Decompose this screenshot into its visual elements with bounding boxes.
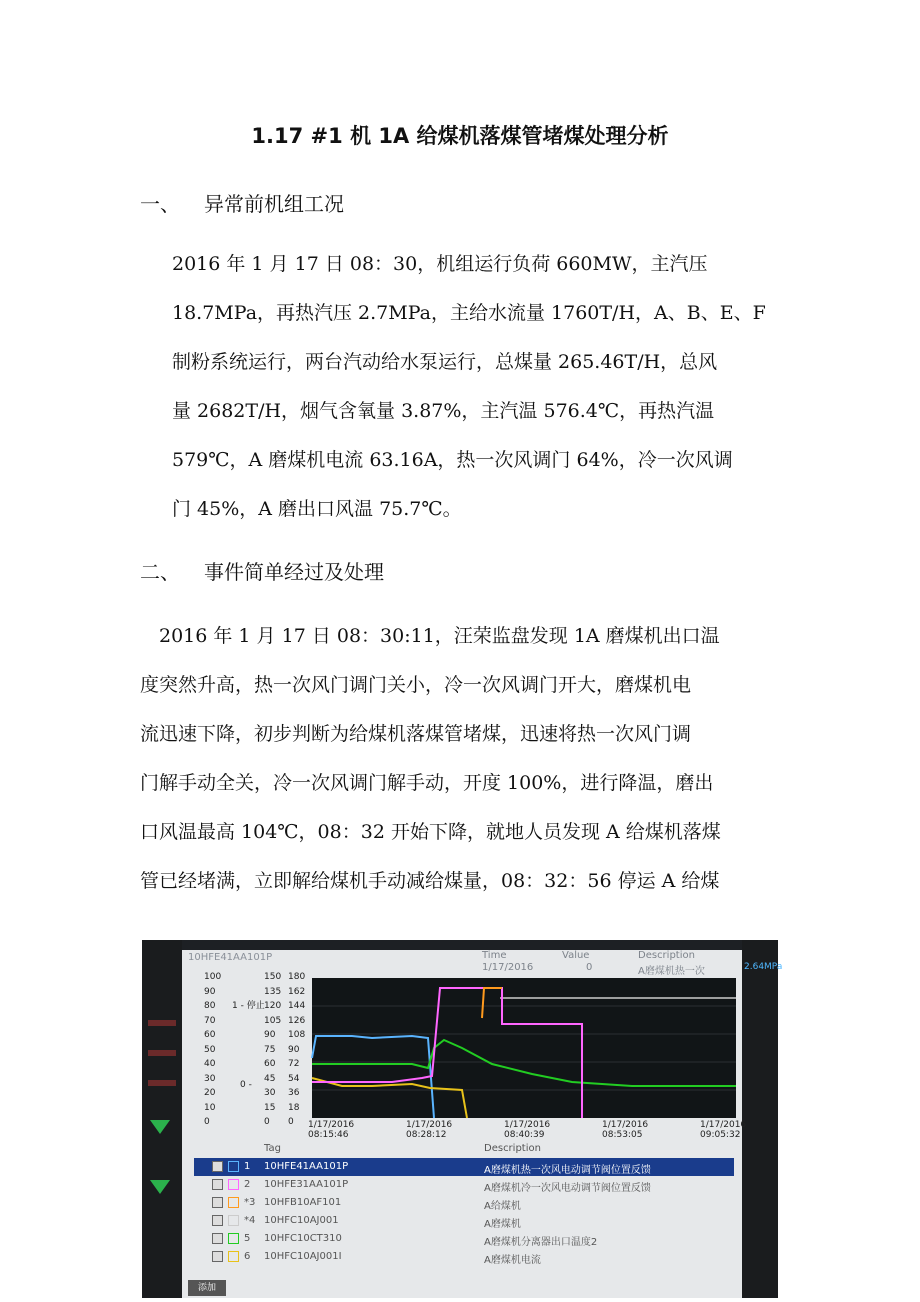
trend-plot xyxy=(312,978,736,1118)
text-line: 量 2682T/H，烟气含氧量 3.87%，主汽温 576.4℃，再热汽温 xyxy=(172,400,715,422)
y-tick-label: 162 xyxy=(288,986,306,997)
y-tick-label: 108 xyxy=(288,1030,306,1040)
x-tick-time: 08:28:12 xyxy=(406,1130,447,1140)
legend-rows xyxy=(194,1158,734,1266)
y-tick-label: 20 xyxy=(204,1088,216,1098)
y-tick-label: 54 xyxy=(288,1073,300,1084)
x-tick-label xyxy=(700,1120,746,1140)
y-tick-label: 10 xyxy=(204,1102,216,1113)
y-tick-label: 90 xyxy=(288,1044,300,1055)
section-label: 异常前机组工况 xyxy=(204,192,344,216)
legend-row[interactable] xyxy=(194,1248,734,1266)
column-description: Description xyxy=(638,950,695,961)
x-tick-label xyxy=(308,1120,354,1140)
grid xyxy=(312,1006,736,1090)
text-line: 579℃，A 磨煤机电流 63.16A，热一次风调门 64%，冷一次风调 xyxy=(172,449,733,471)
series-swatch xyxy=(228,1215,239,1226)
legend-number: *3 xyxy=(244,1197,256,1208)
legend-row[interactable] xyxy=(194,1158,734,1176)
paragraph-event xyxy=(140,612,721,906)
legend-number: 5 xyxy=(244,1233,251,1244)
trend-line-2 xyxy=(312,988,582,1118)
y-tick-label: 40 xyxy=(204,1059,216,1069)
section-label: 事件简单经过及处理 xyxy=(204,560,384,584)
legend-row[interactable] xyxy=(194,1194,734,1212)
text-line: 18.7MPa，再热汽压 2.7MPa，主给水流量 1760T/H，A、B、E、F xyxy=(172,302,766,324)
x-tick-time: 08:15:46 xyxy=(308,1130,349,1140)
window-title: 10HFE41AA101P xyxy=(188,952,273,963)
y-tick-label: 100 xyxy=(204,972,222,982)
dcs-trend-photo xyxy=(142,940,783,1298)
legend-tag: 10HFE31AA101P xyxy=(264,1179,349,1190)
section-heading-1 xyxy=(140,188,344,217)
y-tick-label: 0 xyxy=(288,1117,294,1127)
x-tick-time: 08:53:05 xyxy=(602,1130,643,1140)
y-tick-label: 0 xyxy=(204,1117,210,1127)
valve-icon xyxy=(150,1120,170,1134)
y-tick-label: 105 xyxy=(264,1015,282,1026)
series-swatch xyxy=(228,1179,239,1190)
y-tick-label: 18 xyxy=(288,1102,300,1113)
legend-tag: 10HFC10CT310 xyxy=(264,1233,342,1244)
pressure-readout: 2.64MPa xyxy=(744,962,783,972)
legend-description: A磨煤机冷一次风电动调节阀位置反馈 xyxy=(484,1183,651,1194)
checkbox[interactable] xyxy=(212,1197,223,1208)
y-tick-label: 70 xyxy=(204,1015,216,1026)
legend-number: 2 xyxy=(244,1179,251,1190)
x-tick-time: 09:05:32 xyxy=(700,1130,741,1140)
y-tick-label: 144 xyxy=(288,1001,306,1011)
y-tick-label: 30 xyxy=(204,1073,216,1084)
trend-legend xyxy=(194,1140,734,1266)
x-tick-time: 08:40:39 xyxy=(504,1130,545,1140)
text-line: 制粉系统运行，两台汽动给水泵运行，总煤量 265.46T/H，总风 xyxy=(172,351,718,373)
column-time: Time xyxy=(482,950,507,961)
y-tick-label: 60 xyxy=(264,1059,276,1069)
y-tick-label: 15 xyxy=(264,1102,276,1113)
x-tick-date: 1/17/2016 xyxy=(700,1120,747,1130)
text-line: 管已经堵满，立即解给煤机手动减给煤量，08：32：56 停运 A 给煤 xyxy=(140,870,720,892)
trend-line-3 xyxy=(482,988,502,1018)
x-tick-label xyxy=(406,1120,452,1140)
y-tick-label: 150 xyxy=(264,972,282,982)
legend-header-tag: Tag xyxy=(264,1143,281,1154)
x-tick-label xyxy=(602,1120,648,1140)
legend-description: A磨煤机热一次风电动调节阀位置反馈 xyxy=(484,1165,651,1176)
indicator-bar xyxy=(148,1080,176,1086)
y-tick-label: 72 xyxy=(288,1059,300,1069)
legend-number: 1 xyxy=(244,1161,251,1172)
series-swatch xyxy=(228,1233,239,1244)
indicator-bar xyxy=(148,1050,176,1056)
legend-tag: 10HFC10AJ001 xyxy=(264,1215,339,1226)
text-line: 口风温最高 104℃，08：32 开始下降，就地人员发现 A 给煤机落煤 xyxy=(140,821,721,843)
legend-header xyxy=(194,1140,734,1158)
y-tick-label: 126 xyxy=(288,1015,306,1026)
section-heading-2 xyxy=(140,556,384,585)
cursor-description: A磨煤机热一次 xyxy=(638,966,705,977)
section-number: 一、 xyxy=(140,192,180,216)
x-tick-date: 1/17/2016 xyxy=(406,1120,453,1130)
x-tick-date: 1/17/2016 xyxy=(308,1120,355,1130)
checkbox[interactable] xyxy=(212,1179,223,1190)
legend-tag: 10HFC10AJ001I xyxy=(264,1251,342,1262)
trend-lines xyxy=(312,978,736,1118)
text-line: 度突然升高，热一次风门调门关小，冷一次风调门开大，磨煤机电 xyxy=(140,674,692,696)
checkbox[interactable] xyxy=(212,1251,223,1262)
indicator-bar xyxy=(148,1020,176,1026)
checkbox[interactable] xyxy=(212,1161,223,1172)
trend-line-6 xyxy=(312,1078,467,1118)
y-tick-label: 135 xyxy=(264,986,282,997)
add-button[interactable]: 添加 xyxy=(188,1280,226,1296)
y-tick-label: 45 xyxy=(264,1073,276,1084)
legend-number: *4 xyxy=(244,1215,256,1226)
series-swatch xyxy=(228,1161,239,1172)
y-tick-label: 50 xyxy=(204,1044,216,1055)
y-tick-label: 80 xyxy=(204,1001,216,1011)
legend-row[interactable] xyxy=(194,1230,734,1248)
y-tick-label: 30 xyxy=(264,1088,276,1098)
trend-window xyxy=(182,950,747,1298)
x-tick-date: 1/17/2016 xyxy=(602,1120,649,1130)
checkbox[interactable] xyxy=(212,1233,223,1244)
y-tick-label: 120 xyxy=(264,1001,282,1011)
legend-row[interactable] xyxy=(194,1176,734,1194)
series-swatch xyxy=(228,1251,239,1262)
y-tick-label: 90 xyxy=(264,1030,276,1040)
y-tick-label: 180 xyxy=(288,972,306,982)
column-value: Value xyxy=(562,950,590,961)
digital-label-zero: 0 - xyxy=(240,1080,252,1090)
text-line: 门解手动全关，冷一次风调门解手动，开度 100%，进行降温，磨出 xyxy=(140,772,714,794)
trend-line-5 xyxy=(312,1040,736,1086)
cursor-value: 0 xyxy=(586,962,593,973)
y-tick-label: 60 xyxy=(204,1030,216,1040)
legend-number: 6 xyxy=(244,1251,251,1262)
series-swatch xyxy=(228,1197,239,1208)
legend-tag: 10HFB10AF101 xyxy=(264,1197,342,1208)
section-number: 二、 xyxy=(140,560,180,584)
legend-description: A给煤机 xyxy=(484,1201,521,1212)
legend-header-description: Description xyxy=(484,1143,541,1154)
legend-row[interactable] xyxy=(194,1212,734,1230)
text-line: 2016 年 1 月 17 日 08：30，机组运行负荷 660MW，主汽压 xyxy=(172,253,708,275)
text-line: 门 45%，A 磨出口风温 75.7℃。 xyxy=(172,498,462,520)
y-tick-label: 75 xyxy=(264,1044,276,1055)
y-tick-label: 0 xyxy=(264,1117,270,1127)
text-line: 流迅速下降，初步判断为给煤机落煤管堵煤，迅速将热一次风门调 xyxy=(140,723,692,745)
legend-tag: 10HFE41AA101P xyxy=(264,1161,349,1172)
paragraph-conditions xyxy=(172,240,766,534)
y-tick-label: 90 xyxy=(204,986,216,997)
valve-icon xyxy=(150,1180,170,1194)
x-tick-date: 1/17/2016 xyxy=(504,1120,551,1130)
cursor-time: 1/17/2016 xyxy=(482,962,534,973)
text-line: 2016 年 1 月 17 日 08：30:11，汪荣监盘发现 1A 磨煤机出口温 xyxy=(140,625,720,647)
legend-description: A磨煤机 xyxy=(484,1219,521,1230)
monitor-edge-left xyxy=(142,940,182,1298)
y-tick-label: 36 xyxy=(288,1088,300,1098)
digital-label-stop: 1 - 停止 xyxy=(232,1001,265,1011)
legend-description: A磨煤机电流 xyxy=(484,1255,541,1266)
legend-description: A磨煤机分离器出口温度2 xyxy=(484,1237,598,1248)
checkbox[interactable] xyxy=(212,1215,223,1226)
document-title: 1.17 #1 机 1A 给煤机落煤管堵煤处理分析 xyxy=(251,124,669,148)
trend-line-1 xyxy=(312,1036,434,1118)
x-tick-label xyxy=(504,1120,550,1140)
monitor-edge-right xyxy=(742,940,783,1298)
